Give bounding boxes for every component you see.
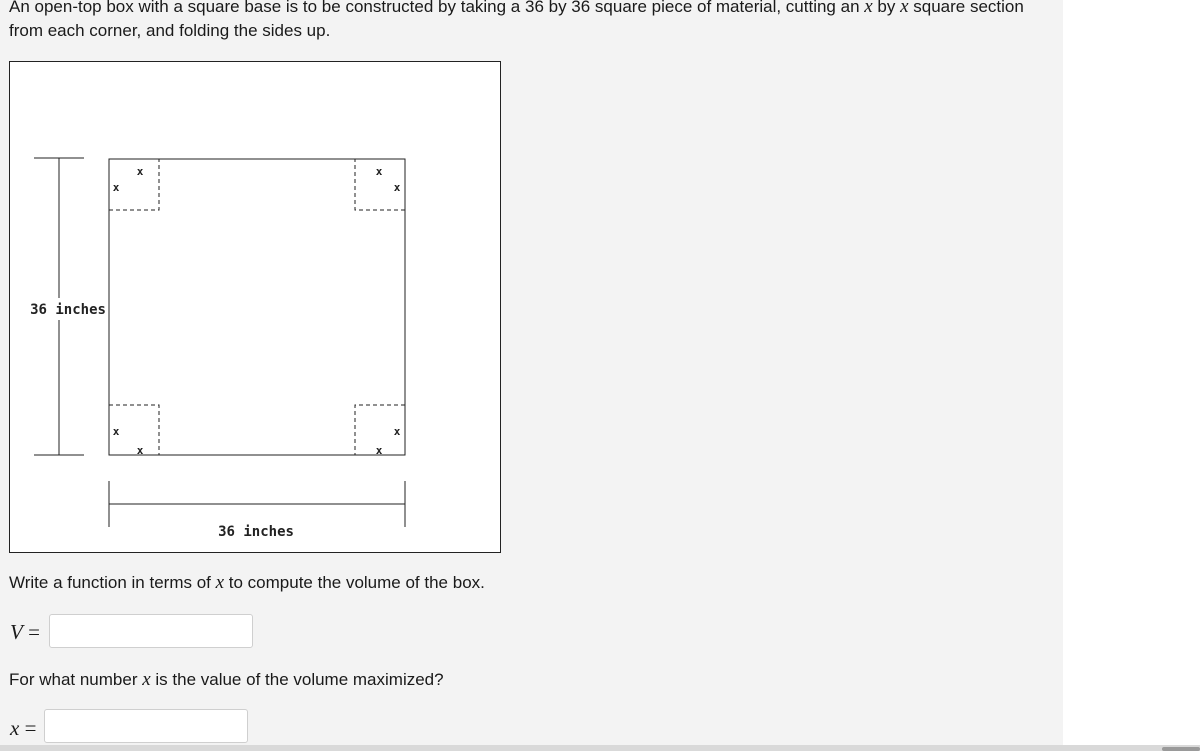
corner-x-label: x xyxy=(375,165,383,178)
corner-x-label: x xyxy=(112,181,120,194)
equals-sign: = xyxy=(19,716,37,740)
question-text-part: For what number xyxy=(9,670,143,689)
corner-x-label: x xyxy=(393,181,401,194)
horizontal-scrollbar[interactable] xyxy=(0,745,1200,751)
question-text-part: to compute the volume of the box. xyxy=(224,573,485,592)
scrollbar-thumb[interactable] xyxy=(1162,747,1200,751)
volume-function-input[interactable] xyxy=(49,614,253,648)
corner-x-label: x xyxy=(375,444,383,457)
equals-sign: = xyxy=(22,620,40,644)
x-variable: x xyxy=(10,716,20,740)
volume-question xyxy=(9,571,485,595)
maximizing-x-input[interactable] xyxy=(44,709,248,743)
right-margin-panel xyxy=(1063,0,1200,751)
question-variable-x: x xyxy=(142,669,151,690)
volume-variable: V xyxy=(10,620,23,644)
corner-cuts xyxy=(109,159,405,455)
problem-variable-x: x xyxy=(864,0,873,17)
maximize-question xyxy=(9,668,444,692)
corner-x-label: x xyxy=(112,425,120,438)
problem-text-part: by xyxy=(872,0,901,16)
problem-text-part: square section from each corner, and folding the sides up. xyxy=(9,0,1024,40)
question-text-part: Write a function in terms of xyxy=(9,573,216,592)
bottom-dimension-label: 36 inches xyxy=(218,524,294,540)
question-variable-x: x xyxy=(215,572,225,593)
bottom-dimension-line xyxy=(109,481,405,527)
problem-text-part: An open-top box with a square base is to be constructed by taking a 36 by 36 square piece of material, cutting an xyxy=(9,0,865,16)
problem-variable-x: x xyxy=(900,0,909,17)
corner-x-label: x xyxy=(136,165,144,178)
volume-answer-label xyxy=(10,620,40,644)
problem-statement xyxy=(9,0,1049,43)
question-text-part: is the value of the volume maximized? xyxy=(150,670,444,689)
side-dimension-label: 36 inches xyxy=(30,302,106,318)
corner-x-label: x xyxy=(393,425,401,438)
box-diagram-drawing xyxy=(10,62,500,552)
box-diagram xyxy=(9,61,501,553)
material-square xyxy=(109,159,405,455)
maximize-answer-label xyxy=(10,716,36,740)
corner-x-label: x xyxy=(136,444,144,457)
